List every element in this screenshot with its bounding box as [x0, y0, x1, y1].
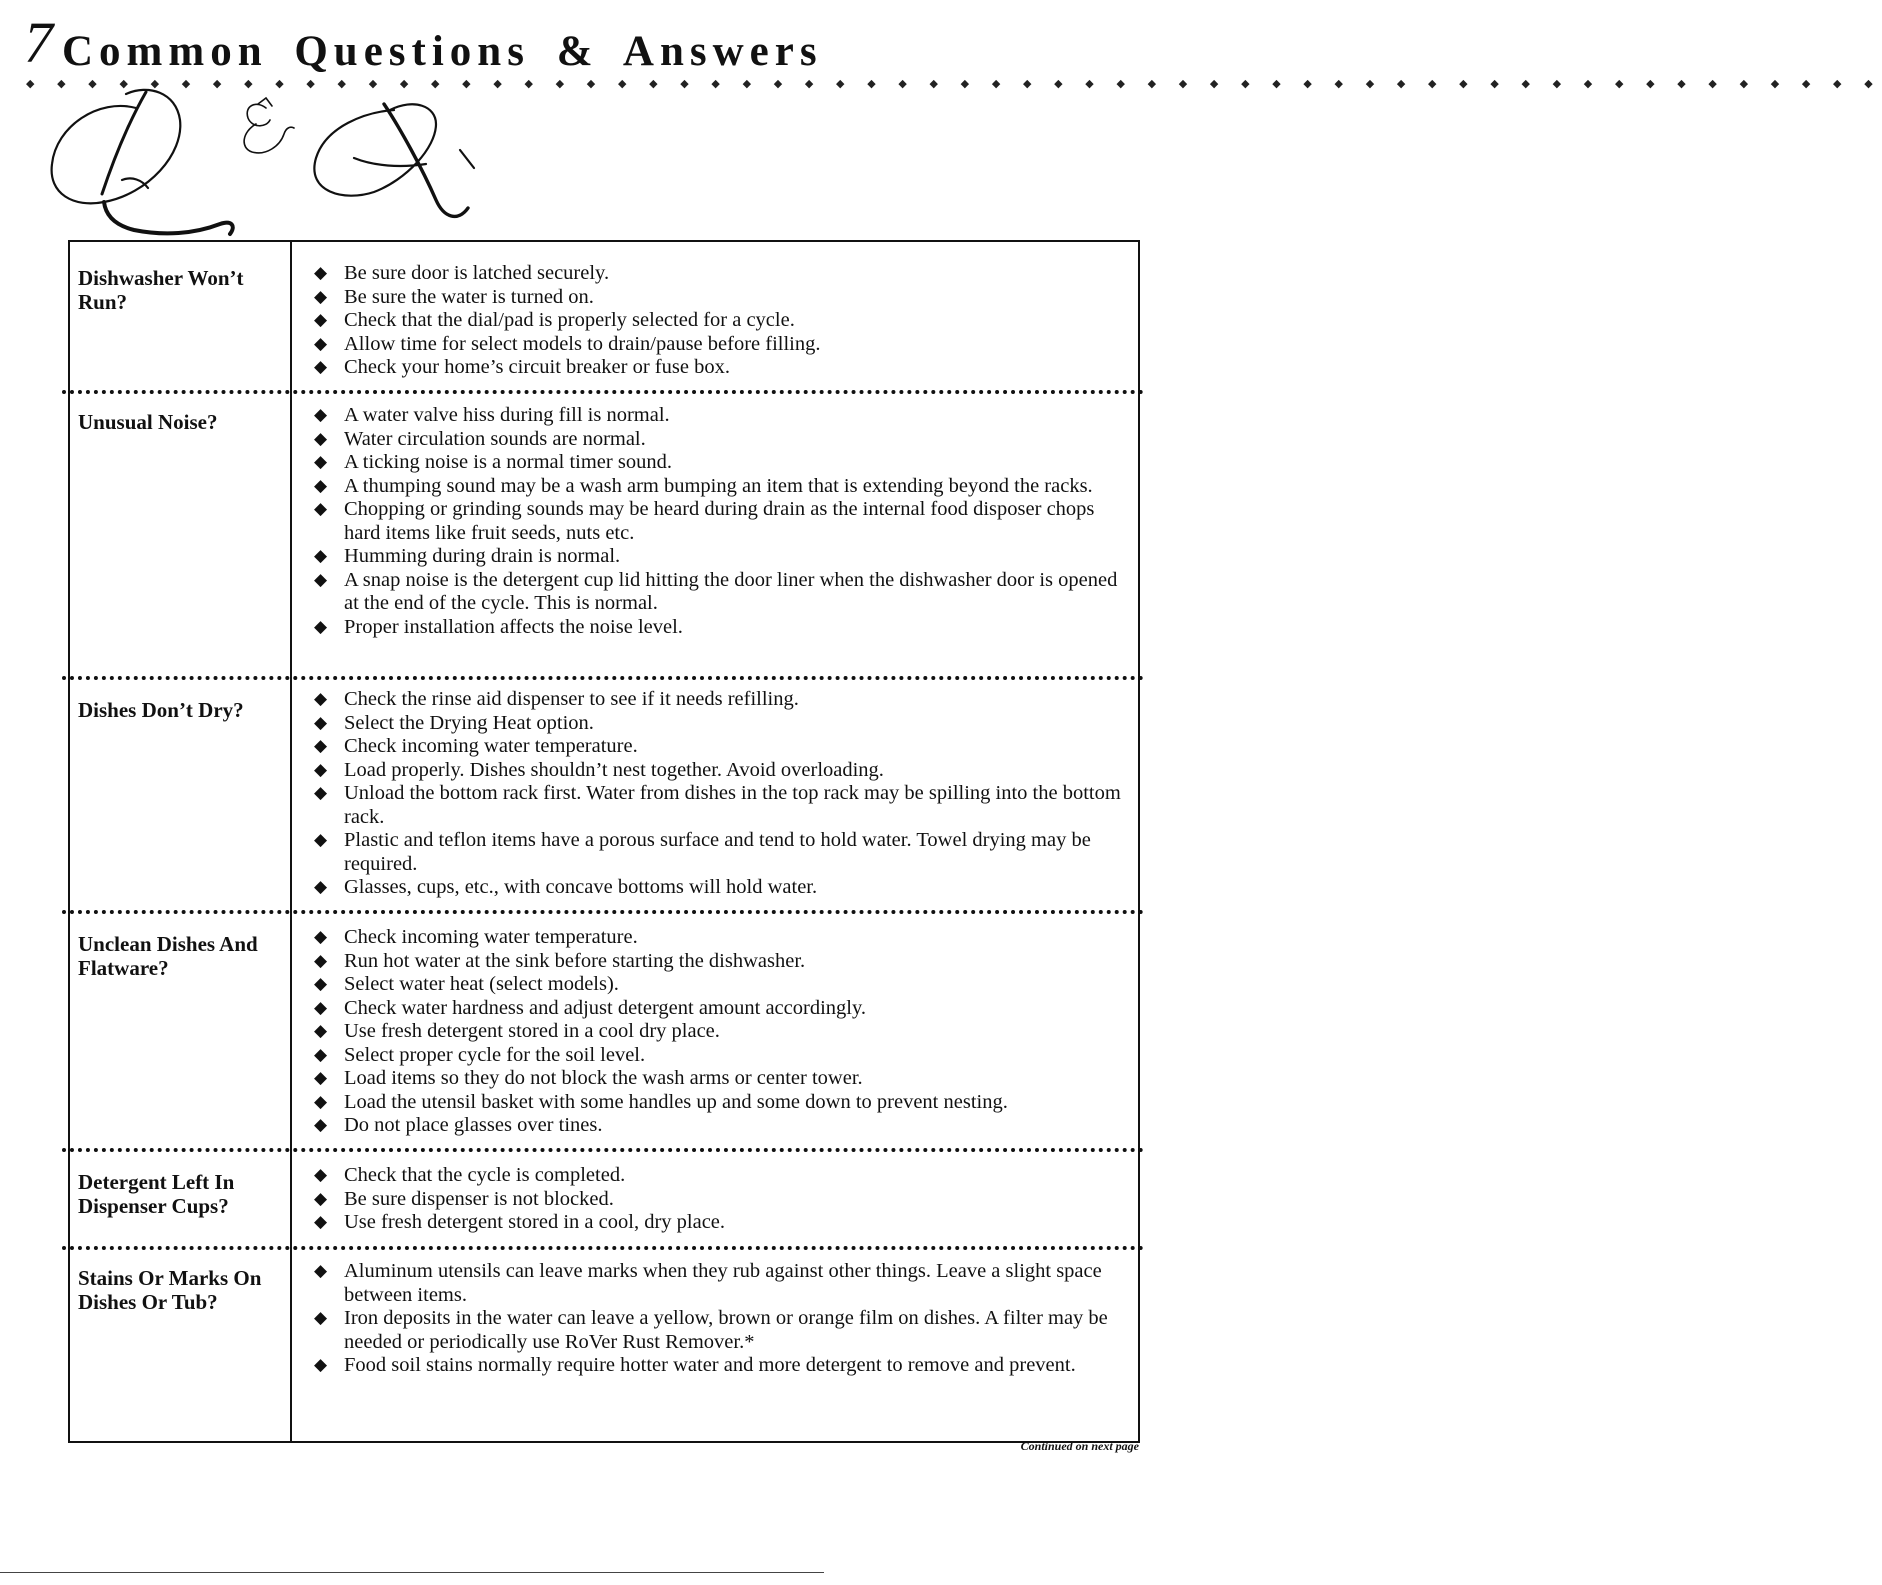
answer-item: ◆ Check your home’s circuit breaker or fuse box. [314, 356, 730, 378]
answer-item: ◆ Allow time for select models to drain/pause before filling. [314, 332, 821, 355]
answer-item: ◆ Run hot water at the sink before starting the dishwasher. [314, 949, 806, 972]
answer-item: ◆ A thumping sound may be a wash arm bumping an item that is extending beyond the racks. [314, 474, 1093, 497]
question-heading: Dishwasher Won’t Run? [78, 266, 244, 314]
answer-item: ◆ Water circulation sounds are normal. [314, 427, 646, 450]
diamond-bullet-icon: ◆ [314, 759, 328, 780]
diamond-bullet-icon: ◆ [314, 1044, 328, 1065]
answer-item: ◆ Food soil stains normally require hotter water and more detergent to remove and prevent. [314, 1354, 1076, 1376]
a-letter-icon [314, 104, 474, 216]
answer-item: ◆ Proper installation affects the noise level. [314, 615, 683, 638]
answer-item: ◆ Select water heat (select models). [314, 973, 619, 995]
diamond-bullet-icon: ◆ [314, 263, 328, 283]
answer-list [314, 926, 1128, 1138]
answer-item: ◆ A ticking noise is a normal timer sound. [314, 451, 672, 473]
diamond-bullet-icon: ◆ [314, 927, 328, 947]
diamond-bullet-icon: ◆ [314, 997, 328, 1018]
question-heading: Detergent Left In Dispenser Cups? [78, 1170, 235, 1218]
diamond-bullet-icon: ◆ [314, 475, 328, 496]
answer-list [314, 404, 1128, 639]
answer-item: ◆ Chopping or grinding sounds may be heard during drain as the internal food disposer chops hard items like fruit seeds, nuts etc. [314, 498, 1095, 544]
answer-item: ◆ Check incoming water temperature. [314, 735, 638, 757]
answer-list [314, 262, 1128, 380]
ampersand-icon [244, 98, 294, 153]
answer-item: ◆ Be sure door is latched securely. [314, 262, 610, 284]
answer-list [314, 1260, 1128, 1378]
answer-item: ◆ Load items so they do not block the wash arms or center tower. [314, 1067, 863, 1089]
diamond-bullet-icon: ◆ [314, 974, 328, 994]
dotted-separator [62, 390, 1144, 394]
answer-item: ◆ Check that the cycle is completed. [314, 1164, 626, 1186]
diamond-bullet-icon: ◆ [314, 1091, 328, 1112]
question-heading: Dishes Don’t Dry? [78, 698, 244, 722]
answer-item: ◆ Select the Drying Heat option. [314, 711, 594, 734]
dotted-separator [62, 1246, 1144, 1250]
page-title: Common Questions & Answers [62, 28, 823, 75]
diamond-bullet-icon: ◆ [314, 830, 328, 850]
diamond-ornament-rule: ◆ ◆ ◆ ◆ ◆ ◆ ◆ ◆ ◆ ◆ ◆ ◆ ◆ ◆ ◆ ◆ ◆ ◆ ◆ ◆ ◆ ◆ ◆ ◆ ◆ ◆ ◆ ◆ ◆ ◆ ◆ ◆ ◆ ◆ ◆ ◆ ◆ ◆ ◆ ◆ ◆ ◆ ◆ ◆ ◆ ◆ ◆ ◆ ◆ ◆ ◆ ◆ ◆ ◆ ◆ ◆ ◆ ◆ ◆ ◆ [26, 77, 1882, 90]
diamond-bullet-icon: ◆ [314, 689, 328, 709]
answer-item: ◆ Iron deposits in the water can leave a yellow, brown or orange film on dishes. A filter may be needed or periodically use RoVer Rust Remover.* [314, 1307, 1108, 1353]
diamond-bullet-icon: ◆ [314, 1165, 328, 1185]
qa-table [68, 240, 1140, 1443]
answer-item: ◆ A snap noise is the detergent cup lid hitting the door liner when the dishwasher door is opened at the end of the cycle. This is normal. [314, 568, 1118, 614]
continued-on-next-page: Continued on next page [1020, 1439, 1139, 1453]
answer-list [314, 1164, 1128, 1235]
diamond-bullet-icon: ◆ [314, 1355, 328, 1375]
answer-item: ◆ Check the rinse aid dispenser to see if it needs refilling. [314, 688, 799, 710]
question-heading: Unusual Noise? [78, 410, 218, 434]
answer-item: ◆ Aluminum utensils can leave marks when they rub against other things. Leave a slight space between items. [314, 1260, 1102, 1306]
question-heading: Stains Or Marks On Dishes Or Tub? [78, 1266, 262, 1314]
answer-item: ◆ Glasses, cups, etc., with concave bottoms will hold water. [314, 876, 818, 898]
answer-item: ◆ Use fresh detergent stored in a cool, dry place. [314, 1211, 726, 1233]
answer-item: ◆ Do not place glasses over tines. [314, 1114, 603, 1136]
diamond-bullet-icon: ◆ [314, 783, 328, 803]
diamond-bullet-icon: ◆ [314, 333, 328, 354]
diamond-bullet-icon: ◆ [314, 286, 328, 307]
dotted-separator [62, 910, 1144, 914]
footer-rule [0, 1572, 824, 1573]
page-number: 7 [24, 10, 53, 75]
column-divider [290, 242, 292, 1441]
answer-item: ◆ Load the utensil basket with some handles up and some down to prevent nesting. [314, 1090, 1008, 1113]
diamond-bullet-icon: ◆ [314, 357, 328, 377]
diamond-bullet-icon: ◆ [314, 499, 328, 519]
dotted-separator [62, 1148, 1144, 1152]
answer-list [314, 688, 1128, 900]
diamond-bullet-icon: ◆ [314, 950, 328, 971]
question-heading: Unclean Dishes And Flatware? [78, 932, 258, 980]
answer-item: ◆ Plastic and teflon items have a porous surface and tend to hold water. Towel drying may be required. [314, 829, 1091, 875]
diamond-bullet-icon: ◆ [314, 1261, 328, 1281]
answer-item: ◆ Check that the dial/pad is properly selected for a cycle. [314, 309, 795, 331]
answer-item: ◆ Check incoming water temperature. [314, 926, 638, 948]
diamond-bullet-icon: ◆ [314, 616, 328, 637]
diamond-bullet-icon: ◆ [314, 546, 328, 566]
diamond-bullet-icon: ◆ [314, 1068, 328, 1088]
diamond-bullet-icon: ◆ [314, 1212, 328, 1232]
answer-item: ◆ Load properly. Dishes shouldn’t nest together. Avoid overloading. [314, 758, 884, 781]
diamond-bullet-icon: ◆ [314, 569, 328, 590]
diamond-bullet-icon: ◆ [314, 1115, 328, 1135]
diamond-bullet-icon: ◆ [314, 712, 328, 733]
diamond-bullet-icon: ◆ [314, 877, 328, 897]
answer-item: ◆ Check water hardness and adjust detergent amount accordingly. [314, 996, 867, 1019]
diamond-bullet-icon: ◆ [314, 452, 328, 472]
dotted-separator [62, 676, 1144, 680]
answer-item: ◆ A water valve hiss during fill is normal. [314, 404, 670, 426]
q-letter-icon [52, 90, 233, 234]
answer-item: ◆ Be sure the water is turned on. [314, 285, 594, 308]
diamond-bullet-icon: ◆ [314, 405, 328, 425]
answer-item: ◆ Be sure dispenser is not blocked. [314, 1187, 614, 1210]
answer-item: ◆ Select proper cycle for the soil level. [314, 1043, 646, 1066]
diamond-bullet-icon: ◆ [314, 1308, 328, 1328]
answer-item: ◆ Humming during drain is normal. [314, 545, 621, 567]
diamond-bullet-icon: ◆ [314, 1188, 328, 1209]
diamond-bullet-icon: ◆ [314, 1021, 328, 1041]
diamond-bullet-icon: ◆ [314, 428, 328, 449]
qa-script-logo [44, 76, 514, 246]
answer-item: ◆ Unload the bottom rack first. Water from dishes in the top rack may be spilling into the bottom rack. [314, 782, 1121, 828]
answer-item: ◆ Use fresh detergent stored in a cool dry place. [314, 1020, 720, 1042]
diamond-bullet-icon: ◆ [314, 310, 328, 330]
diamond-bullet-icon: ◆ [314, 736, 328, 756]
